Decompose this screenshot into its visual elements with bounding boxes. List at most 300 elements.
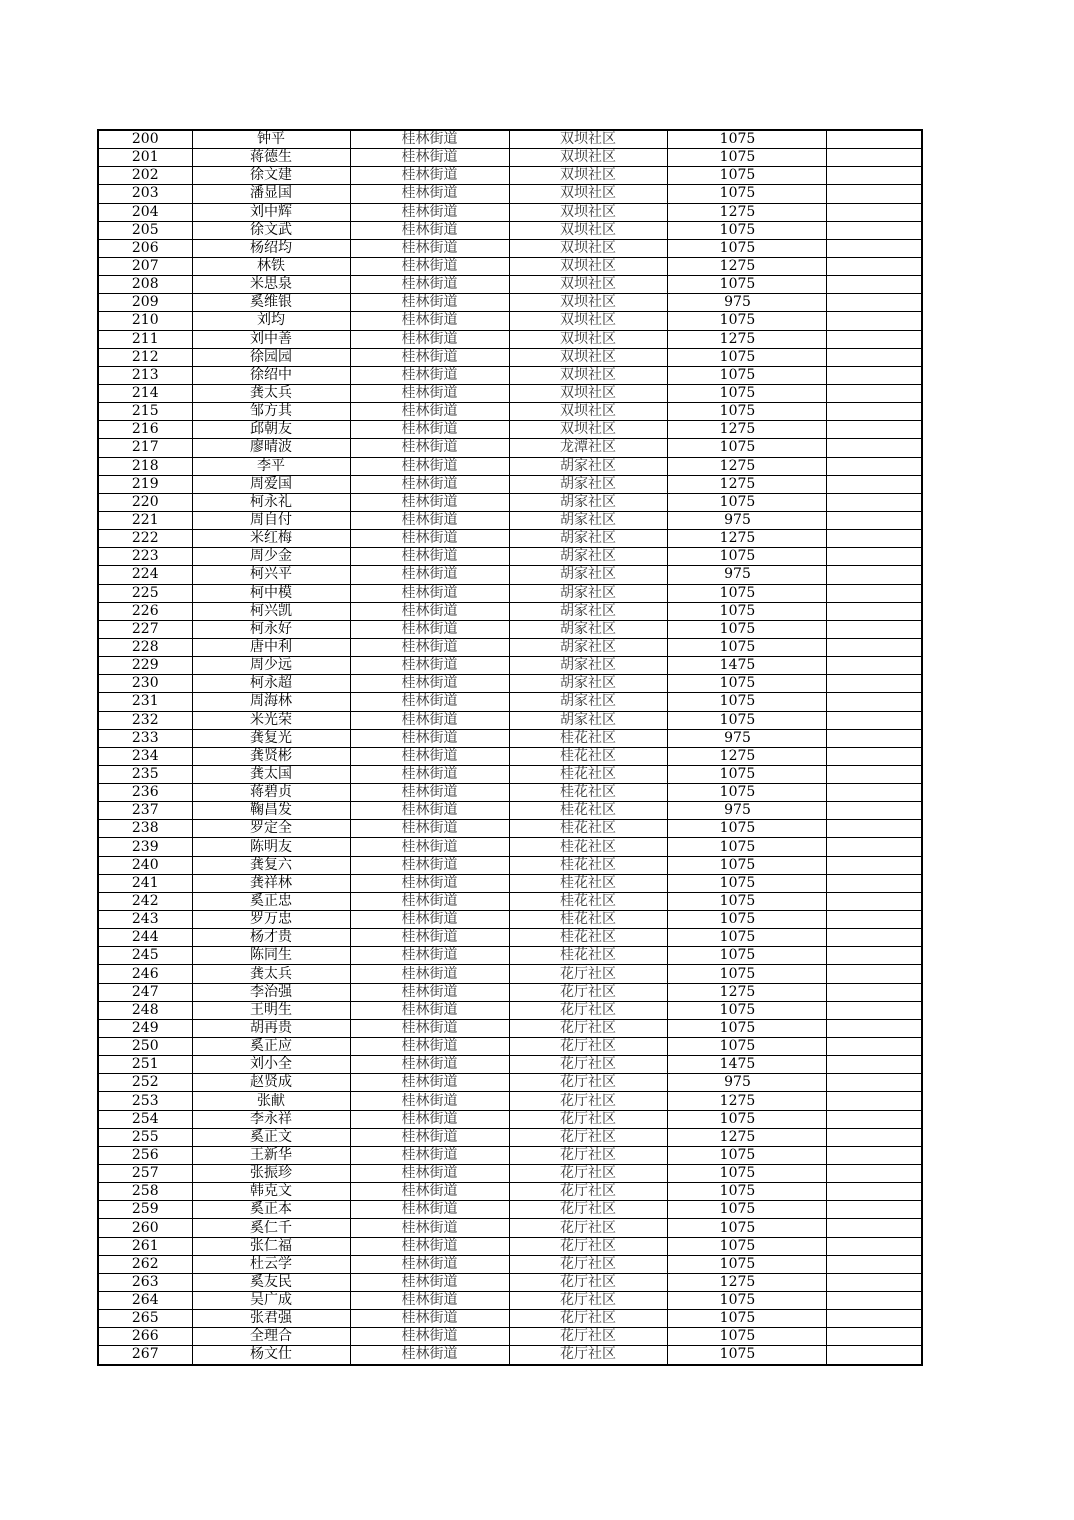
street-cell: 桂林街道	[350, 965, 509, 983]
index-cell: 254	[98, 1110, 192, 1128]
remark-cell	[826, 366, 922, 384]
amount-cell: 975	[667, 566, 826, 584]
table-row	[98, 711, 922, 729]
table-row	[98, 1056, 922, 1074]
community-cell: 双坝社区	[509, 421, 667, 439]
amount-cell: 1075	[667, 221, 826, 239]
name-cell: 柯永超	[192, 675, 350, 693]
table-row	[98, 929, 922, 947]
index-cell: 216	[98, 421, 192, 439]
name-cell: 龚贤彬	[192, 747, 350, 765]
amount-cell: 1275	[667, 530, 826, 548]
remark-cell	[826, 403, 922, 421]
community-cell: 花厅社区	[509, 1001, 667, 1019]
table-body	[98, 130, 922, 1365]
name-cell: 龚太兵	[192, 384, 350, 402]
table-row	[98, 1328, 922, 1346]
remark-cell	[826, 185, 922, 203]
community-cell: 花厅社区	[509, 1128, 667, 1146]
name-cell: 柯兴平	[192, 566, 350, 584]
street-cell: 桂林街道	[350, 620, 509, 638]
amount-cell: 1275	[667, 1092, 826, 1110]
name-cell: 徐文武	[192, 221, 350, 239]
community-cell: 胡家社区	[509, 602, 667, 620]
name-cell: 柯中模	[192, 584, 350, 602]
index-cell: 235	[98, 765, 192, 783]
amount-cell: 1075	[667, 1146, 826, 1164]
community-cell: 桂花社区	[509, 874, 667, 892]
table-row	[98, 457, 922, 475]
index-cell: 211	[98, 330, 192, 348]
index-cell: 266	[98, 1328, 192, 1346]
amount-cell: 1075	[667, 856, 826, 874]
name-cell: 全理合	[192, 1328, 350, 1346]
amount-cell: 1075	[667, 947, 826, 965]
amount-cell: 1275	[667, 983, 826, 1001]
name-cell: 周海林	[192, 693, 350, 711]
table-row	[98, 693, 922, 711]
name-cell: 龚太国	[192, 765, 350, 783]
community-cell: 桂花社区	[509, 729, 667, 747]
name-cell: 杜云学	[192, 1255, 350, 1273]
street-cell: 桂林街道	[350, 1237, 509, 1255]
name-cell: 杨才贵	[192, 929, 350, 947]
amount-cell: 1075	[667, 693, 826, 711]
remark-cell	[826, 1038, 922, 1056]
name-cell: 王明生	[192, 1001, 350, 1019]
amount-cell: 1275	[667, 457, 826, 475]
table-row	[98, 221, 922, 239]
index-cell: 253	[98, 1092, 192, 1110]
table-row	[98, 1237, 922, 1255]
name-cell: 潘显国	[192, 185, 350, 203]
index-cell: 251	[98, 1056, 192, 1074]
amount-cell: 1075	[667, 1255, 826, 1273]
index-cell: 237	[98, 802, 192, 820]
remark-cell	[826, 1255, 922, 1273]
amount-cell: 1075	[667, 929, 826, 947]
amount-cell: 1075	[667, 1165, 826, 1183]
table-row	[98, 1292, 922, 1310]
remark-cell	[826, 257, 922, 275]
name-cell: 周自付	[192, 511, 350, 529]
community-cell: 花厅社区	[509, 1292, 667, 1310]
name-cell: 奚友民	[192, 1273, 350, 1291]
table-row	[98, 765, 922, 783]
table-row	[98, 185, 922, 203]
community-cell: 双坝社区	[509, 130, 667, 149]
community-cell: 花厅社区	[509, 1183, 667, 1201]
street-cell: 桂林街道	[350, 1110, 509, 1128]
index-cell: 204	[98, 203, 192, 221]
index-cell: 233	[98, 729, 192, 747]
index-cell: 259	[98, 1201, 192, 1219]
remark-cell	[826, 657, 922, 675]
table-row	[98, 167, 922, 185]
index-cell: 214	[98, 384, 192, 402]
amount-cell: 1075	[667, 366, 826, 384]
data-table	[97, 129, 923, 1366]
street-cell: 桂林街道	[350, 312, 509, 330]
index-cell: 250	[98, 1038, 192, 1056]
name-cell: 唐中利	[192, 638, 350, 656]
index-cell: 221	[98, 511, 192, 529]
index-cell: 229	[98, 657, 192, 675]
community-cell: 花厅社区	[509, 1146, 667, 1164]
remark-cell	[826, 548, 922, 566]
name-cell: 张君强	[192, 1310, 350, 1328]
table-row	[98, 149, 922, 167]
table-row	[98, 1219, 922, 1237]
name-cell: 李平	[192, 457, 350, 475]
street-cell: 桂林街道	[350, 439, 509, 457]
table-row	[98, 403, 922, 421]
index-cell: 263	[98, 1273, 192, 1291]
street-cell: 桂林街道	[350, 403, 509, 421]
community-cell: 龙潭社区	[509, 439, 667, 457]
table-row	[98, 1074, 922, 1092]
name-cell: 奚正本	[192, 1201, 350, 1219]
table-row	[98, 203, 922, 221]
community-cell: 花厅社区	[509, 1273, 667, 1291]
index-cell: 207	[98, 257, 192, 275]
index-cell: 210	[98, 312, 192, 330]
remark-cell	[826, 911, 922, 929]
street-cell: 桂林街道	[350, 276, 509, 294]
remark-cell	[826, 348, 922, 366]
name-cell: 蒋碧贞	[192, 784, 350, 802]
table-row	[98, 1310, 922, 1328]
index-cell: 232	[98, 711, 192, 729]
table-row	[98, 1165, 922, 1183]
street-cell: 桂林街道	[350, 802, 509, 820]
street-cell: 桂林街道	[350, 784, 509, 802]
remark-cell	[826, 294, 922, 312]
community-cell: 桂花社区	[509, 856, 667, 874]
name-cell: 龚太兵	[192, 965, 350, 983]
amount-cell: 1075	[667, 493, 826, 511]
remark-cell	[826, 203, 922, 221]
remark-cell	[826, 838, 922, 856]
amount-cell: 1075	[667, 1310, 826, 1328]
amount-cell: 1075	[667, 1328, 826, 1346]
street-cell: 桂林街道	[350, 457, 509, 475]
street-cell: 桂林街道	[350, 330, 509, 348]
remark-cell	[826, 457, 922, 475]
table-row	[98, 947, 922, 965]
name-cell: 徐绍中	[192, 366, 350, 384]
street-cell: 桂林街道	[350, 384, 509, 402]
remark-cell	[826, 221, 922, 239]
name-cell: 刘中善	[192, 330, 350, 348]
community-cell: 桂花社区	[509, 747, 667, 765]
remark-cell	[826, 330, 922, 348]
street-cell: 桂林街道	[350, 1146, 509, 1164]
street-cell: 桂林街道	[350, 675, 509, 693]
name-cell: 杨绍均	[192, 239, 350, 257]
street-cell: 桂林街道	[350, 348, 509, 366]
name-cell: 陈同生	[192, 947, 350, 965]
amount-cell: 1075	[667, 1201, 826, 1219]
remark-cell	[826, 1328, 922, 1346]
amount-cell: 1075	[667, 167, 826, 185]
table-row	[98, 1092, 922, 1110]
index-cell: 203	[98, 185, 192, 203]
street-cell: 桂林街道	[350, 820, 509, 838]
street-cell: 桂林街道	[350, 929, 509, 947]
street-cell: 桂林街道	[350, 257, 509, 275]
table-row	[98, 384, 922, 402]
table-row	[98, 802, 922, 820]
community-cell: 花厅社区	[509, 965, 667, 983]
index-cell: 231	[98, 693, 192, 711]
index-cell: 247	[98, 983, 192, 1001]
remark-cell	[826, 511, 922, 529]
community-cell: 花厅社区	[509, 1038, 667, 1056]
table-row	[98, 584, 922, 602]
remark-cell	[826, 711, 922, 729]
index-cell: 226	[98, 602, 192, 620]
remark-cell	[826, 892, 922, 910]
street-cell: 桂林街道	[350, 366, 509, 384]
remark-cell	[826, 874, 922, 892]
remark-cell	[826, 239, 922, 257]
index-cell: 215	[98, 403, 192, 421]
index-cell: 213	[98, 366, 192, 384]
community-cell: 桂花社区	[509, 947, 667, 965]
name-cell: 罗定全	[192, 820, 350, 838]
community-cell: 花厅社区	[509, 1328, 667, 1346]
street-cell: 桂林街道	[350, 1328, 509, 1346]
amount-cell: 1075	[667, 439, 826, 457]
table-row	[98, 856, 922, 874]
community-cell: 胡家社区	[509, 711, 667, 729]
community-cell: 花厅社区	[509, 1092, 667, 1110]
name-cell: 周爱国	[192, 475, 350, 493]
community-cell: 胡家社区	[509, 620, 667, 638]
table-row	[98, 348, 922, 366]
street-cell: 桂林街道	[350, 856, 509, 874]
index-cell: 208	[98, 276, 192, 294]
remark-cell	[826, 784, 922, 802]
table-row	[98, 511, 922, 529]
amount-cell: 1275	[667, 1273, 826, 1291]
table-row	[98, 276, 922, 294]
table-row	[98, 892, 922, 910]
index-cell: 240	[98, 856, 192, 874]
street-cell: 桂林街道	[350, 167, 509, 185]
street-cell: 桂林街道	[350, 566, 509, 584]
amount-cell: 1075	[667, 711, 826, 729]
amount-cell: 1075	[667, 602, 826, 620]
remark-cell	[826, 1165, 922, 1183]
index-cell: 222	[98, 530, 192, 548]
amount-cell: 1075	[667, 1237, 826, 1255]
table-row	[98, 838, 922, 856]
remark-cell	[826, 929, 922, 947]
table-row	[98, 530, 922, 548]
index-cell: 260	[98, 1219, 192, 1237]
community-cell: 双坝社区	[509, 185, 667, 203]
remark-cell	[826, 530, 922, 548]
community-cell: 花厅社区	[509, 1346, 667, 1365]
table-row	[98, 602, 922, 620]
amount-cell: 1075	[667, 1001, 826, 1019]
street-cell: 桂林街道	[350, 1310, 509, 1328]
amount-cell: 1075	[667, 965, 826, 983]
amount-cell: 1075	[667, 348, 826, 366]
amount-cell: 975	[667, 511, 826, 529]
index-cell: 243	[98, 911, 192, 929]
name-cell: 邹方其	[192, 403, 350, 421]
name-cell: 罗万忠	[192, 911, 350, 929]
street-cell: 桂林街道	[350, 765, 509, 783]
street-cell: 桂林街道	[350, 1038, 509, 1056]
street-cell: 桂林街道	[350, 1001, 509, 1019]
table-row	[98, 1001, 922, 1019]
name-cell: 张仁福	[192, 1237, 350, 1255]
amount-cell: 1075	[667, 1346, 826, 1365]
community-cell: 双坝社区	[509, 276, 667, 294]
amount-cell: 1075	[667, 185, 826, 203]
street-cell: 桂林街道	[350, 130, 509, 149]
table-row	[98, 548, 922, 566]
index-cell: 238	[98, 820, 192, 838]
index-cell: 265	[98, 1310, 192, 1328]
amount-cell: 975	[667, 729, 826, 747]
remark-cell	[826, 1110, 922, 1128]
index-cell: 255	[98, 1128, 192, 1146]
amount-cell: 1075	[667, 638, 826, 656]
amount-cell: 1075	[667, 1110, 826, 1128]
amount-cell: 1075	[667, 1183, 826, 1201]
table-row	[98, 566, 922, 584]
remark-cell	[826, 947, 922, 965]
remark-cell	[826, 856, 922, 874]
remark-cell	[826, 1128, 922, 1146]
index-cell: 252	[98, 1074, 192, 1092]
street-cell: 桂林街道	[350, 602, 509, 620]
index-cell: 267	[98, 1346, 192, 1365]
table-row	[98, 239, 922, 257]
table-row	[98, 638, 922, 656]
street-cell: 桂林街道	[350, 747, 509, 765]
name-cell: 吴广成	[192, 1292, 350, 1310]
street-cell: 桂林街道	[350, 530, 509, 548]
table-row	[98, 1038, 922, 1056]
community-cell: 双坝社区	[509, 149, 667, 167]
community-cell: 胡家社区	[509, 548, 667, 566]
street-cell: 桂林街道	[350, 1056, 509, 1074]
street-cell: 桂林街道	[350, 475, 509, 493]
remark-cell	[826, 1183, 922, 1201]
table-row	[98, 475, 922, 493]
street-cell: 桂林街道	[350, 548, 509, 566]
table-row	[98, 130, 922, 149]
index-cell: 244	[98, 929, 192, 947]
amount-cell: 1075	[667, 874, 826, 892]
community-cell: 桂花社区	[509, 765, 667, 783]
street-cell: 桂林街道	[350, 911, 509, 929]
community-cell: 胡家社区	[509, 530, 667, 548]
street-cell: 桂林街道	[350, 1128, 509, 1146]
index-cell: 206	[98, 239, 192, 257]
index-cell: 219	[98, 475, 192, 493]
community-cell: 花厅社区	[509, 1310, 667, 1328]
index-cell: 262	[98, 1255, 192, 1273]
index-cell: 248	[98, 1001, 192, 1019]
table-row	[98, 366, 922, 384]
community-cell: 双坝社区	[509, 348, 667, 366]
street-cell: 桂林街道	[350, 838, 509, 856]
remark-cell	[826, 149, 922, 167]
table-row	[98, 257, 922, 275]
community-cell: 桂花社区	[509, 929, 667, 947]
table-row	[98, 983, 922, 1001]
amount-cell: 1475	[667, 1056, 826, 1074]
remark-cell	[826, 693, 922, 711]
amount-cell: 1075	[667, 1292, 826, 1310]
index-cell: 224	[98, 566, 192, 584]
name-cell: 奚正文	[192, 1128, 350, 1146]
community-cell: 花厅社区	[509, 1110, 667, 1128]
remark-cell	[826, 802, 922, 820]
name-cell: 杨文仕	[192, 1346, 350, 1365]
table-row	[98, 1128, 922, 1146]
community-cell: 双坝社区	[509, 167, 667, 185]
amount-cell: 975	[667, 802, 826, 820]
name-cell: 柯兴凯	[192, 602, 350, 620]
name-cell: 钟平	[192, 130, 350, 149]
community-cell: 双坝社区	[509, 221, 667, 239]
street-cell: 桂林街道	[350, 1183, 509, 1201]
table-row	[98, 1019, 922, 1037]
index-cell: 228	[98, 638, 192, 656]
community-cell: 花厅社区	[509, 1255, 667, 1273]
remark-cell	[826, 421, 922, 439]
name-cell: 陈明友	[192, 838, 350, 856]
index-cell: 227	[98, 620, 192, 638]
street-cell: 桂林街道	[350, 584, 509, 602]
amount-cell: 1075	[667, 911, 826, 929]
amount-cell: 1275	[667, 257, 826, 275]
index-cell: 200	[98, 130, 192, 149]
community-cell: 双坝社区	[509, 366, 667, 384]
remark-cell	[826, 475, 922, 493]
index-cell: 234	[98, 747, 192, 765]
street-cell: 桂林街道	[350, 511, 509, 529]
street-cell: 桂林街道	[350, 493, 509, 511]
community-cell: 胡家社区	[509, 657, 667, 675]
remark-cell	[826, 276, 922, 294]
amount-cell: 1075	[667, 276, 826, 294]
remark-cell	[826, 312, 922, 330]
name-cell: 奚维银	[192, 294, 350, 312]
community-cell: 双坝社区	[509, 239, 667, 257]
street-cell: 桂林街道	[350, 874, 509, 892]
street-cell: 桂林街道	[350, 638, 509, 656]
street-cell: 桂林街道	[350, 1074, 509, 1092]
index-cell: 212	[98, 348, 192, 366]
street-cell: 桂林街道	[350, 729, 509, 747]
table-row	[98, 784, 922, 802]
remark-cell	[826, 167, 922, 185]
community-cell: 胡家社区	[509, 475, 667, 493]
name-cell: 周少远	[192, 657, 350, 675]
community-cell: 花厅社区	[509, 1056, 667, 1074]
remark-cell	[826, 1201, 922, 1219]
name-cell: 张献	[192, 1092, 350, 1110]
